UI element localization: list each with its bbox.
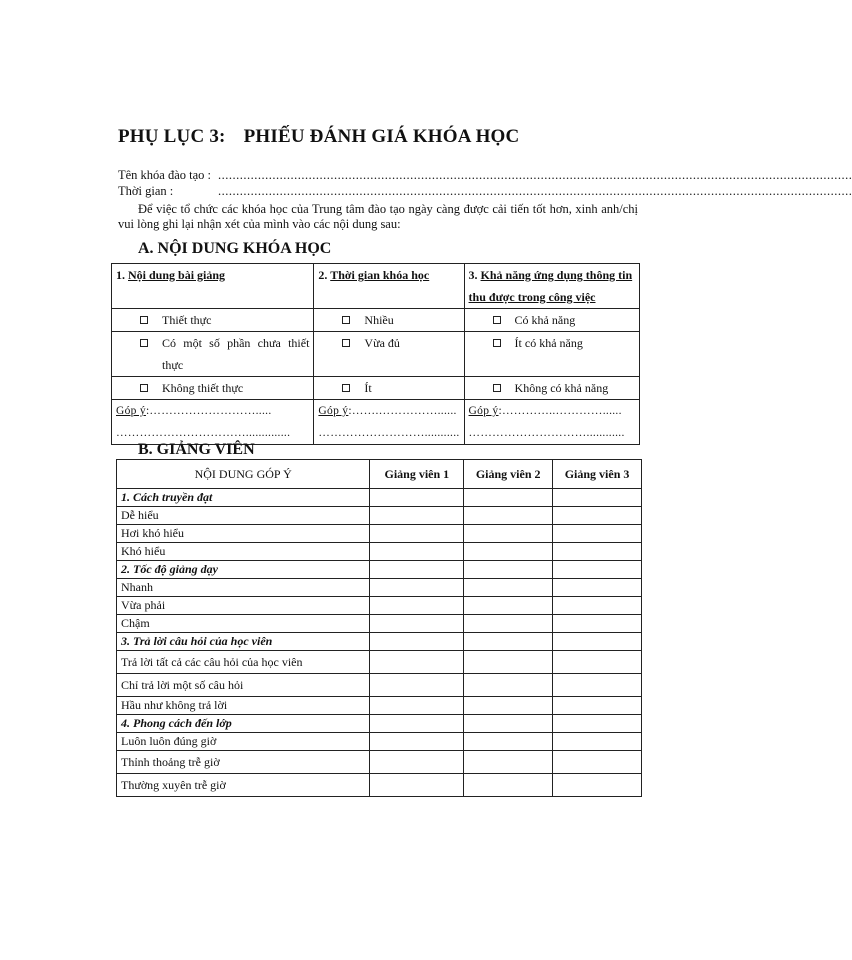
rating-cell[interactable]: [464, 733, 553, 751]
rating-cell[interactable]: [370, 674, 464, 697]
rating-cell[interactable]: [464, 507, 553, 525]
lecturer-table: [116, 459, 642, 797]
feedback-cell-2[interactable]: Góp ý:…….……………...... ………………………...........: [314, 400, 464, 445]
rating-cell[interactable]: [370, 579, 464, 597]
criterion: Thường xuyên trễ giờ: [117, 774, 370, 797]
rating-cell[interactable]: [464, 543, 553, 561]
rating-cell[interactable]: [370, 543, 464, 561]
criterion: Hầu như không trả lời: [117, 697, 370, 715]
rating-cell[interactable]: [464, 615, 553, 633]
rating-cell[interactable]: [464, 674, 553, 697]
feedback-cell-3[interactable]: Góp ý:…………..…………...... …………………………............: [464, 400, 639, 445]
rating-cell[interactable]: [370, 733, 464, 751]
checkbox[interactable]: [140, 316, 148, 324]
option-item[interactable]: Vừa đủ: [318, 332, 459, 354]
option-item[interactable]: Có một số phần chưa thiết thực: [116, 332, 309, 376]
rating-cell[interactable]: [370, 651, 464, 674]
page-title: [118, 126, 519, 148]
group-label: 3. Trả lời câu hỏi của học viên: [117, 633, 370, 651]
rating-cell[interactable]: [464, 751, 553, 774]
rating-cell[interactable]: [553, 697, 642, 715]
rating-cell[interactable]: [464, 579, 553, 597]
criterion: Luôn luôn đúng giờ: [117, 733, 370, 751]
rating-cell[interactable]: [464, 525, 553, 543]
appendix-label: PHỤ LỤC 3:: [118, 126, 226, 147]
checkbox[interactable]: [493, 384, 501, 392]
rating-cell[interactable]: [370, 774, 464, 797]
rating-cell[interactable]: [553, 579, 642, 597]
col-header-1: 1. Nội dung bài giảng: [112, 264, 314, 309]
criterion: Thỉnh thoảng trễ giờ: [117, 751, 370, 774]
option-item[interactable]: Ít: [318, 377, 459, 399]
rating-cell[interactable]: [464, 597, 553, 615]
rating-cell[interactable]: [553, 651, 642, 674]
criterion: Chỉ trả lời một số câu hỏi: [117, 674, 370, 697]
course-name-field[interactable]: ...............................................................................................................................................................................: [218, 168, 852, 182]
time-line: [118, 184, 852, 199]
option-item[interactable]: Không có khả năng: [469, 377, 635, 399]
rating-cell[interactable]: [370, 597, 464, 615]
course-content-table: [111, 263, 640, 445]
checkbox[interactable]: [342, 316, 350, 324]
option-item[interactable]: Có khả năng: [469, 309, 635, 331]
lecturer-2-header: Giảng viên 2: [464, 460, 553, 489]
rating-cell[interactable]: [553, 674, 642, 697]
checkbox[interactable]: [140, 339, 148, 347]
checkbox[interactable]: [342, 339, 350, 347]
rating-cell[interactable]: [370, 525, 464, 543]
rating-cell[interactable]: [553, 751, 642, 774]
group-label: 2. Tốc độ giảng dạy: [117, 561, 370, 579]
rating-cell[interactable]: [553, 507, 642, 525]
col-header-2: 2. Thời gian khóa học: [314, 264, 464, 309]
rating-cell[interactable]: [464, 697, 553, 715]
col-header-3: 3. Khả năng ứng dụng thông tin thu được trong công việc: [464, 264, 639, 309]
rating-cell[interactable]: [553, 543, 642, 561]
rating-cell[interactable]: [370, 615, 464, 633]
criterion: Trả lời tất cả các câu hỏi của học viên: [117, 651, 370, 674]
checkbox[interactable]: [342, 384, 350, 392]
criterion: Nhanh: [117, 579, 370, 597]
rating-cell[interactable]: [553, 615, 642, 633]
option-item[interactable]: Thiết thực: [116, 309, 309, 331]
content-header: NỘI DUNG GÓP Ý: [117, 460, 370, 489]
criterion: Dễ hiểu: [117, 507, 370, 525]
option-item[interactable]: Nhiều: [318, 309, 459, 331]
checkbox[interactable]: [493, 339, 501, 347]
intro-text: [118, 202, 638, 232]
checkbox[interactable]: [140, 384, 148, 392]
group-label: 1. Cách truyền đạt: [117, 489, 370, 507]
rating-cell[interactable]: [464, 774, 553, 797]
rating-cell[interactable]: [370, 751, 464, 774]
rating-cell[interactable]: [553, 597, 642, 615]
course-name-label: Tên khóa đào tạo :: [118, 168, 212, 182]
rating-cell[interactable]: [553, 733, 642, 751]
criterion: Chậm: [117, 615, 370, 633]
lecturer-3-header: Giảng viên 3: [553, 460, 642, 489]
feedback-cell-1[interactable]: Góp ý:………………………..... ……………………………..............: [112, 400, 314, 445]
intro-paragraph: Để việc tổ chức các khóa học của Trung tâm đào tạo ngày càng được cải tiến tốt hơn, xinh anh/chị vui lòng ghi lại nhận xét của mình vào các nội dung sau:: [118, 202, 638, 231]
rating-cell[interactable]: [370, 507, 464, 525]
section-a-title: A. NỘI DUNG KHÓA HỌC: [138, 240, 332, 257]
rating-cell[interactable]: [370, 697, 464, 715]
time-label: Thời gian :: [118, 184, 174, 198]
lecturer-1-header: Giảng viên 1: [370, 460, 464, 489]
rating-cell[interactable]: [464, 651, 553, 674]
rating-cell[interactable]: [553, 774, 642, 797]
course-name-line: [118, 168, 852, 183]
form-title: PHIẾU ĐÁNH GIÁ KHÓA HỌC: [243, 126, 520, 147]
criterion: Hơi khó hiểu: [117, 525, 370, 543]
checkbox[interactable]: [493, 316, 501, 324]
section-b-title: B. GIẢNG VIÊN: [138, 441, 255, 458]
criterion: Vừa phải: [117, 597, 370, 615]
criterion: Khó hiểu: [117, 543, 370, 561]
option-item[interactable]: Không thiết thực: [116, 377, 309, 399]
rating-cell[interactable]: [553, 525, 642, 543]
group-label: 4. Phong cách đến lớp: [117, 715, 370, 733]
option-item[interactable]: Ít có khả năng: [469, 332, 635, 354]
time-field[interactable]: ...............................................................................................................................................................................: [218, 184, 852, 198]
